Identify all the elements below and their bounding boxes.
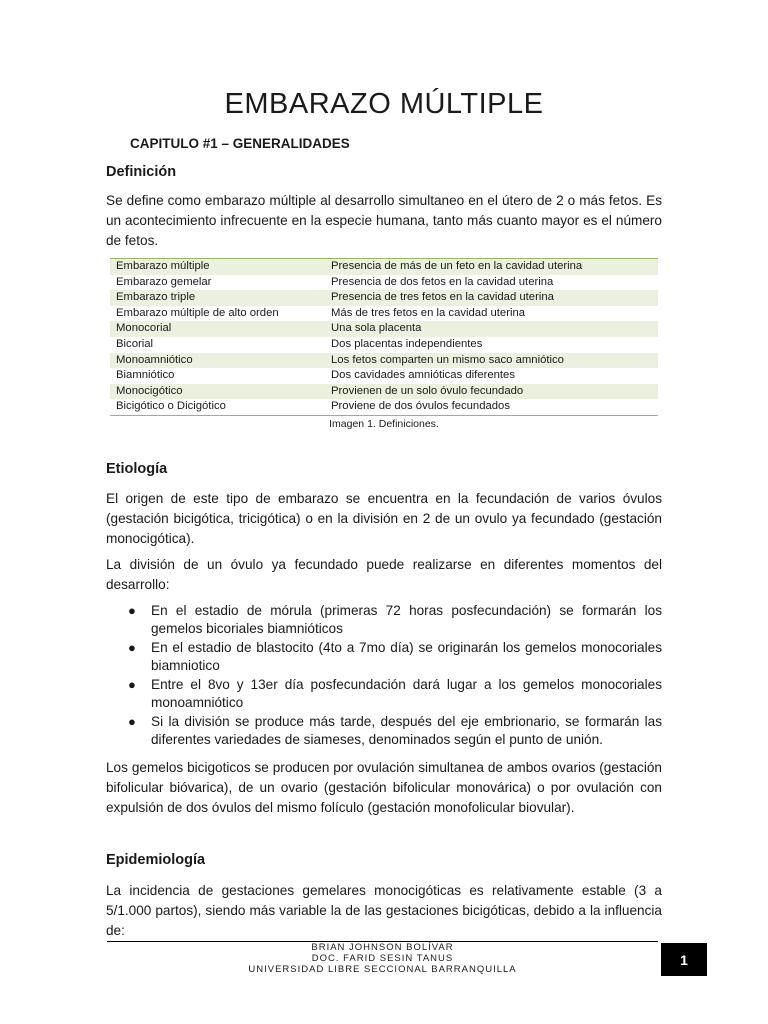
section-heading-epidemiologia: Epidemiología: [106, 852, 206, 868]
table-cell-definition: Más de tres fetos en la cavidad uterina: [331, 306, 526, 319]
table-row: [110, 259, 658, 275]
paragraph-definicion: Se define como embarazo múltiple al desarrollo simultaneo en el útero de 2 o más fetos. Es un acontecimiento infrecuente en la especie humana, tanto más cuanto mayor es el número de fetos.: [106, 193, 662, 248]
table-cell-definition: Los fetos comparten un mismo saco amniótico: [325, 353, 658, 369]
table-row: [110, 399, 658, 415]
bullet-icon: ●: [128, 603, 136, 618]
footer-author: BRIAN JOHNSON BOLÍVAR: [311, 942, 454, 953]
table-cell-term: Biamniótico: [116, 369, 175, 382]
table-cell-term: Embarazo gemelar: [116, 275, 212, 288]
table-row: [110, 290, 658, 306]
table-cell-term: Bicorial: [116, 337, 154, 350]
table-cell-definition: Proviene de dos óvulos fecundados: [331, 400, 510, 413]
chapter-heading: CAPITULO #1 – GENERALIDADES: [130, 136, 350, 151]
paragraph-epidemiologia: La incidencia de gestaciones gemelares monocigóticas es relativamente estable (3 a 5/1.000 partos), siendo más variable la de las gestaciones bicigóticas, debido a la influencia de:: [106, 883, 662, 938]
list-item: ● Si la división se produce más tarde, después del eje embrionario, se formarán las diferentes variedades de siameses, denominados según el punto de unión.: [128, 714, 662, 747]
list-item: ● Entre el 8vo y 13er día posfecundación dará lugar a los gemelos monocoriales monoamniótico: [128, 677, 662, 710]
table-cell-term: Embarazo múltiple: [110, 259, 325, 275]
footer-doctor: DOC. FARID SESIN TANUS: [311, 953, 454, 964]
paragraph-etiologia-2: La división de un óvulo ya fecundado puede realizarse en diferentes momentos del desarrollo:: [106, 557, 662, 592]
table-cell-definition: Provienen de un solo óvulo fecundado: [325, 384, 658, 400]
table-cell-term: Monocorial: [110, 321, 325, 337]
table-cell-definition: Una sola placenta: [325, 321, 658, 337]
table-cell-term: Embarazo múltiple de alto orden: [116, 306, 279, 319]
table-cell-definition: Presencia de más de un feto en la cavidad uterina: [325, 259, 658, 275]
table-row: [110, 321, 658, 337]
footer-university: UNIVERSIDAD LIBRE SECCIONAL BARRANQUILLA: [248, 964, 517, 975]
table-row: [110, 337, 658, 353]
bullet-icon: ●: [128, 677, 136, 692]
document-title: EMBARAZO MÚLTIPLE: [224, 88, 544, 120]
definitions-table: [110, 258, 658, 416]
table-cell-term: Embarazo triple: [110, 290, 325, 306]
section-heading-etiologia: Etiología: [106, 461, 168, 477]
paragraph-etiologia-3: Los gemelos bicigoticos se producen por ovulación simultanea de ambos ovarios (gestación bifolicular bióvarica), de un ovario (gestación bifolicular monovárica) o por ovulación con expulsión de dos óvulos del mismo folículo (gestación monofolicular biovular).: [106, 760, 662, 815]
table-row: [110, 353, 658, 369]
table-cell-term: Monocigótico: [110, 384, 325, 400]
table-row: [110, 275, 658, 291]
list-item: ● En el estadio de blastocito (4to a 7mo día) se originarán los gemelos monocoriales biamniotico: [128, 640, 662, 673]
paragraph-etiologia-1: El origen de este tipo de embarazo se encuentra en la fecundación de varios óvulos (gestación bicigótica, tricigótica) o en la división en 2 de un ovulo ya fecundado (gestación monocigótica).: [106, 491, 662, 546]
bullet-list: [106, 602, 662, 750]
table-cell-term: Monoamniótico: [110, 353, 325, 369]
table-cell-definition: Dos cavidades amnióticas diferentes: [331, 369, 515, 382]
table-row: [110, 306, 658, 322]
table-cell-term: Bicigótico o Dicigótico: [116, 400, 226, 413]
bullet-icon: ●: [128, 640, 136, 655]
list-item: ● En el estadio de mórula (primeras 72 horas posfecundación) se formarán los gemelos bicoriales biamnióticos: [128, 603, 662, 636]
table-row: [110, 384, 658, 400]
footer-credits: [107, 942, 658, 975]
page-number: 1: [661, 943, 707, 976]
table-cell-definition: Presencia de tres fetos en la cavidad uterina: [325, 290, 658, 306]
table-caption: Imagen 1. Definiciones.: [329, 418, 439, 430]
table-cell-definition: Dos placentas independientes: [331, 337, 483, 350]
table-row: [110, 368, 658, 384]
bullet-icon: ●: [128, 714, 136, 729]
section-heading-definicion: Definición: [106, 164, 177, 180]
table-cell-definition: Presencia de dos fetos en la cavidad uterina: [331, 275, 554, 288]
